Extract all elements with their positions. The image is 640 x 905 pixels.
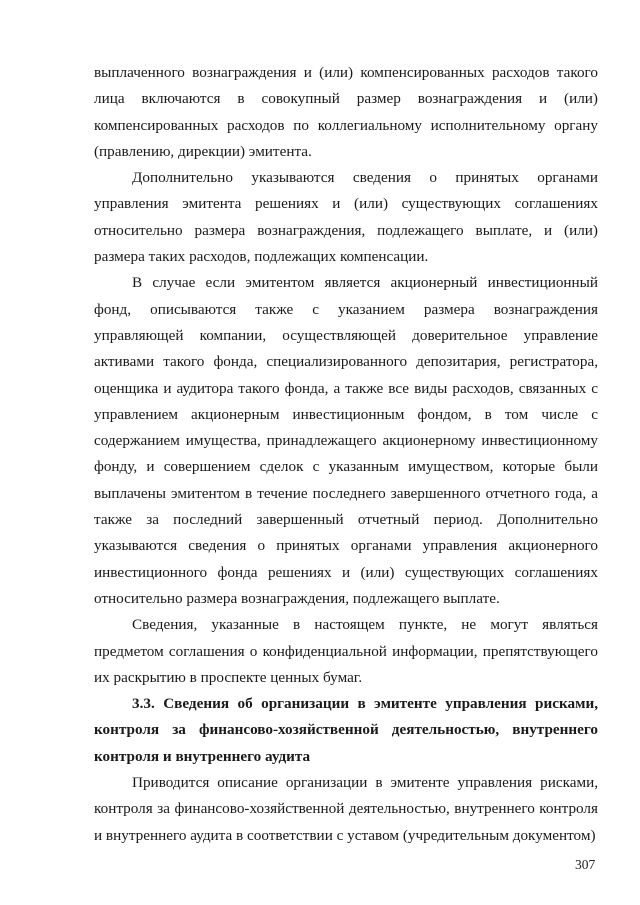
paragraph-section-description: Приводится описание организации в эмитенте управления рисками, контроля за финансово-хозяйственной деятельностью, внутреннего контроля и внутреннего аудита в соответствии с уставом (учредительным документом) — [94, 774, 598, 844]
document-page — [94, 60, 598, 849]
paragraph-investment-fund: В случае если эмитентом является акционерный инвестиционный фонд, описываются также с указанием размера вознаграждения управляющей компании, осуществляющей доверительное управление активами такого фонда, специализированного депозитария, регистратора, оценщика и аудитора такого фонда, а также все виды расходов, связанных с управлением акционерным инвестиционным фондом, в том числе с содержанием имущества, принадлежащего акционерному инвестиционному фонду, и совершением сделок с указанным имуществом, которые были выплачены эмитентом в течение последнего завершенного отчетного года, а также за последний завершенный отчетный период. Дополнительно указываются сведения о принятых органами управления акционерного инвестиционного фонда решениях и (или) существующих соглашениях относительно размера вознаграждения, подлежащего выплате. — [94, 274, 598, 607]
paragraph-additional-info: Дополнительно указываются сведения о принятых органами управления эмитента решениях и (или) существующих соглашениях относительно размера вознаграждения, подлежащего выплате, и (или) размера таких расходов, подлежащих компенсации. — [94, 169, 598, 266]
paragraph-confidentiality: Сведения, указанные в настоящем пункте, не могут являться предметом соглашения о конфиденциальной информации, препятствующего их раскрытию в проспекте ценных бумаг. — [94, 616, 598, 686]
section-heading: 3.3. Сведения об организации в эмитенте управления рисками, контроля за финансово-хозяйственной деятельностью, внутреннего контроля и внутреннего аудита — [94, 695, 598, 765]
paragraph-continuation: выплаченного вознаграждения и (или) компенсированных расходов такого лица включаются в совокупный размер вознаграждения и (или) компенсированных расходов по коллегиальному исполнительному органу (правлению, дирекции) эмитента. — [94, 64, 598, 160]
page-number: 307 — [575, 857, 596, 872]
